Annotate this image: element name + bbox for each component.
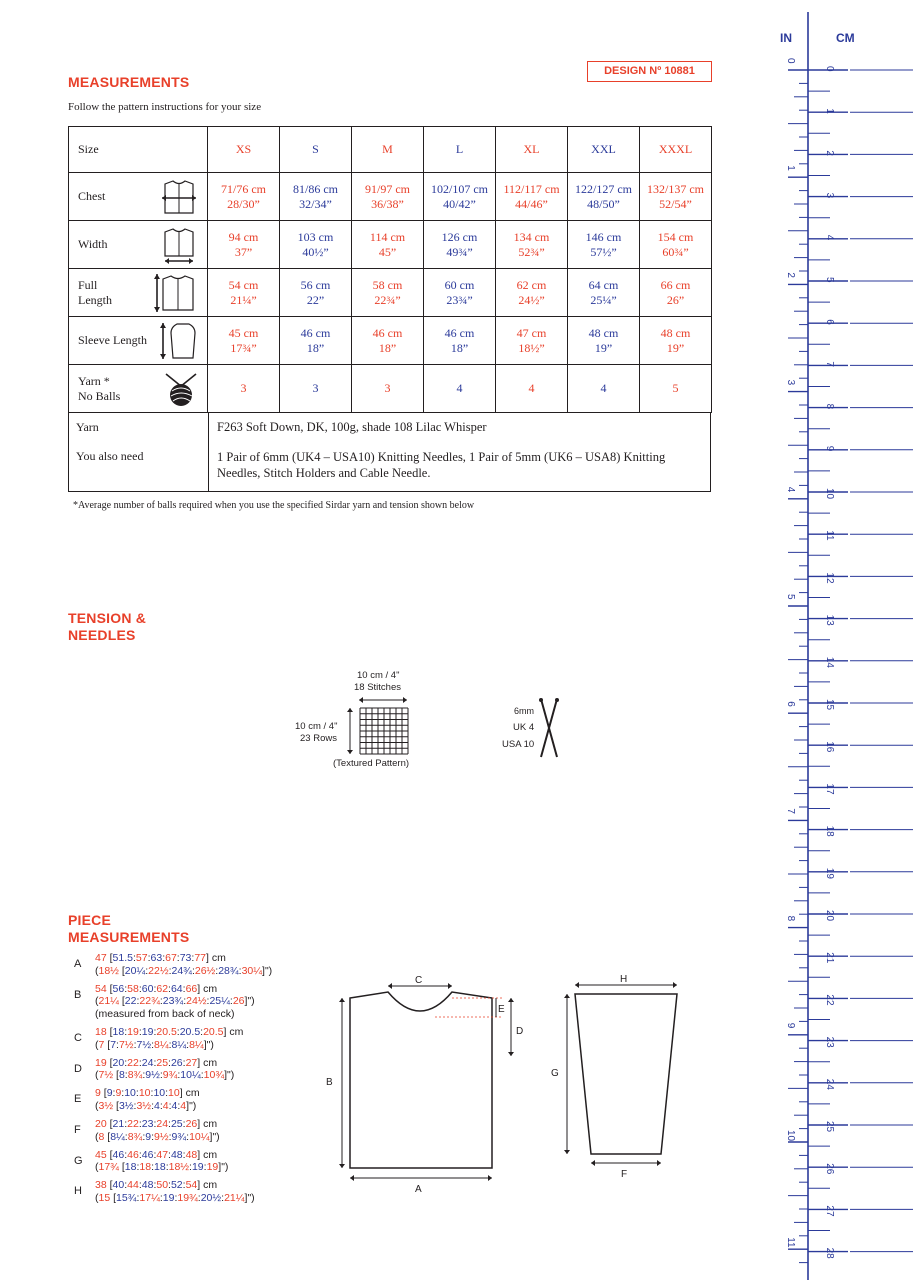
table-row	[69, 173, 712, 221]
table-cell	[208, 365, 280, 413]
yarn-label: Yarn	[76, 420, 99, 434]
table-cell	[640, 269, 712, 317]
cell-value-cm: 60 cm	[444, 277, 475, 292]
ruler-cm-label: 6	[824, 319, 835, 325]
table-cell	[640, 365, 712, 413]
table-cell	[280, 221, 352, 269]
cell-value-cm: 48 cm	[588, 325, 619, 340]
sleeve-piece-diagram	[545, 968, 685, 1188]
diagram-label-c: C	[415, 975, 423, 986]
cell-value-cm: 3	[312, 381, 319, 395]
cell-value-cm: 64 cm	[588, 277, 619, 292]
needle-usa: USA 10	[502, 739, 535, 750]
ruler-cm-label: 15	[824, 699, 835, 711]
ruler-cm-label: 5	[824, 277, 835, 283]
piece-measurements-list	[74, 952, 272, 1210]
cell-value-in: 28/30”	[227, 196, 260, 211]
measurements-subtitle: Follow the pattern instructions for your size	[68, 101, 262, 113]
cell-value-cm: 146 cm	[585, 229, 622, 244]
yarn-needs-box	[68, 412, 711, 492]
yarn-ball-icon	[163, 371, 199, 407]
ruler-inch-label: 5	[785, 594, 796, 600]
cell-value-in: 40½”	[302, 244, 329, 259]
cell-value-cm: 54 cm	[228, 277, 259, 292]
cell-value-cm: 58 cm	[372, 277, 403, 292]
table-cell	[352, 317, 424, 365]
table-cell	[208, 317, 280, 365]
cell-value-cm: 122/127 cm	[575, 181, 632, 196]
table-cell	[352, 269, 424, 317]
ruler	[780, 0, 913, 1280]
cell-value-cm: 126 cm	[441, 229, 478, 244]
cell-value-in: 37”	[234, 244, 253, 259]
cell-value-in: 40/42”	[443, 196, 476, 211]
cell-value-cm: 46 cm	[372, 325, 403, 340]
ruler-cm-label: 2	[824, 150, 835, 156]
size-xs: XS	[208, 127, 280, 173]
cell-value-cm: 4	[600, 381, 607, 395]
table-cell	[568, 317, 640, 365]
cell-value-cm: 112/117 cm	[503, 181, 560, 196]
ruler-cm-label: 11	[824, 530, 835, 541]
cell-value-cm: 46 cm	[444, 325, 475, 340]
cell-value-cm: 102/107 cm	[431, 181, 488, 196]
cell-value-in: 18”	[306, 340, 325, 355]
ruler-cm-label: 10	[824, 488, 835, 500]
table-cell	[496, 221, 568, 269]
ruler-cm-label: 1	[824, 108, 835, 114]
ruler-cm-label: 18	[824, 825, 835, 837]
needle-mm: 6mm	[514, 706, 534, 716]
ruler-inch-label: 0	[785, 58, 796, 64]
table-cell	[280, 365, 352, 413]
diagram-label-d: D	[516, 1026, 524, 1037]
cell-value-in: 22”	[306, 292, 325, 307]
cell-value-in: 18”	[378, 340, 397, 355]
ruler-cm-label: 7	[824, 361, 835, 367]
tension-width-label: 10 cm / 4"	[357, 670, 400, 681]
size-xl: XL	[496, 127, 568, 173]
size-label: Size	[69, 127, 208, 173]
cell-value-cm: 4	[456, 381, 463, 395]
table-cell	[568, 221, 640, 269]
cell-value-in: 21¼”	[230, 292, 257, 307]
ruler-cm-label: 12	[824, 572, 835, 584]
cell-value-in: 48/50”	[587, 196, 620, 211]
table-cell	[424, 317, 496, 365]
diagram-label-h: H	[620, 974, 628, 985]
needles-icon	[537, 697, 561, 759]
ruler-inch-label: 6	[785, 701, 796, 707]
ruler-cm-label: 0	[824, 66, 835, 72]
ruler-cm-label: 3	[824, 192, 835, 199]
cell-value-in: 36/38”	[371, 196, 404, 211]
cell-value-cm: 47 cm	[516, 325, 547, 340]
cell-value-cm: 4	[528, 381, 535, 395]
piece-item-g: G 45 [46:46:46:47:48:48] cm (17¾ [18:18:18:18½:19:19]")	[74, 1148, 229, 1174]
cell-value-in: 44/46”	[515, 196, 548, 211]
table-row	[69, 269, 712, 317]
also-need-value: 1 Pair of 6mm (UK4 – USA10) Knitting Needles, 1 Pair of 5mm (UK6 – USA8) Knitting Needles, Stitch Holders and Cable Needle.	[217, 450, 666, 480]
cell-value-cm: 48 cm	[660, 325, 691, 340]
tension-width-arrow	[357, 694, 409, 706]
row-label: Width	[69, 221, 208, 269]
cell-value-cm: 3	[240, 381, 247, 395]
cell-value-cm: 154 cm	[657, 229, 694, 244]
measurements-table	[68, 126, 712, 413]
ruler-cm-label: 23	[824, 1036, 835, 1048]
cell-value-in: 24½”	[518, 292, 545, 307]
cell-value-in: 45”	[378, 244, 397, 259]
cell-value-in: 25¼”	[590, 292, 617, 307]
table-cell	[568, 269, 640, 317]
cell-value-in: 60¾”	[662, 244, 689, 259]
tension-height-label: 10 cm / 4"	[295, 721, 338, 732]
ruler-inch-label: 11	[785, 1237, 796, 1248]
cell-value-cm: 132/137 cm	[647, 181, 704, 196]
row-label: Yarn * No Balls	[69, 365, 208, 413]
ruler-cm-label: 9	[824, 445, 835, 452]
ruler-cm-label: 16	[824, 741, 835, 753]
cell-value-in: 18”	[450, 340, 469, 355]
cell-value-in: 57½”	[590, 244, 617, 259]
size-s: S	[280, 127, 352, 173]
piece-item-d: D 19 [20:22:24:25:26:27] cm (7½ [8:8¾:9½:9¾:10¼:10¾]")	[74, 1056, 235, 1082]
ruler-inch-label: 7	[785, 808, 796, 814]
size-xxl: XXL	[568, 127, 640, 173]
width-icon	[159, 226, 199, 264]
diagram-label-f: F	[621, 1169, 628, 1180]
cell-value-cm: 66 cm	[660, 277, 691, 292]
row-label: Chest	[69, 173, 208, 221]
cell-value-cm: 71/76 cm	[221, 181, 266, 196]
table-cell	[208, 173, 280, 221]
ruler-cm-label: 28	[824, 1247, 835, 1259]
ruler-cm-label: 19	[824, 867, 835, 879]
piece-item-c: C 18 [18:19:19:20.5:20.5:20.5] cm (7 [7:7½:7½:8¼:8¼:8¼]")	[74, 1025, 244, 1051]
footnote: *Average number of balls required when you use the specified Sirdar yarn and tension shown below	[73, 500, 475, 511]
row-label: Full Length	[69, 269, 208, 317]
ruler-inch-label: 2	[785, 272, 796, 278]
cell-value-cm: 91/97 cm	[365, 181, 410, 196]
tension-height-arrow	[344, 706, 356, 756]
ruler-cm-label: 8	[824, 403, 835, 410]
cell-value-cm: 81/86 cm	[293, 181, 338, 196]
ruler-cm-label: 21	[824, 952, 835, 964]
ruler-ticks	[780, 0, 913, 1280]
table-cell	[496, 317, 568, 365]
piece-item-a: A 47 [51.5:57:63:67:73:77] cm (18½ [20¼:22½:24¾:26½:28¾:30¼]")	[74, 952, 273, 977]
cell-value-in: 49¾”	[446, 244, 473, 259]
ruler-inch-label: 1	[785, 165, 796, 171]
ruler-cm-label: 24	[824, 1078, 835, 1090]
tension-title: TENSION & NEEDLES	[68, 610, 147, 643]
chest-icon	[159, 178, 199, 216]
table-cell	[424, 221, 496, 269]
ruler-inch-label: 8	[785, 915, 796, 922]
table-row	[69, 317, 712, 365]
row-label: Sleeve Length	[69, 317, 208, 365]
pieces-title: PIECE MEASUREMENTS	[68, 912, 190, 945]
table-cell	[208, 221, 280, 269]
cell-value-cm: 3	[384, 381, 391, 395]
table-cell	[496, 365, 568, 413]
table-cell	[568, 173, 640, 221]
table-cell	[424, 269, 496, 317]
diagram-label-b: B	[326, 1077, 333, 1088]
table-cell	[640, 317, 712, 365]
cell-value-cm: 45 cm	[228, 325, 259, 340]
table-cell	[280, 173, 352, 221]
size-m: M	[352, 127, 424, 173]
ruler-inch-label: 9	[784, 1022, 796, 1029]
cell-value-cm: 114 cm	[369, 229, 406, 244]
cell-value-cm: 94 cm	[228, 229, 259, 244]
cell-value-cm: 134 cm	[513, 229, 550, 244]
tension-pattern: (Textured Pattern)	[333, 758, 410, 769]
measurements-title: MEASUREMENTS	[68, 74, 190, 90]
table-cell	[352, 221, 424, 269]
size-l: L	[424, 127, 496, 173]
table-cell	[640, 173, 712, 221]
cell-value-cm: 62 cm	[516, 277, 547, 292]
piece-item-b: B 54 [56:58:60:62:64:66] cm (21¼ [22:22¾:23¾:24½:25¼:26]") (measured from back of neck)	[74, 982, 255, 1020]
piece-item-f: F 20 [21:22:23:24:25:26] cm (8 [8¼:8¾:9:9½:9¾:10¼]")	[74, 1118, 220, 1143]
ruler-cm-label: 17	[824, 783, 835, 795]
ruler-cm-label: 4	[824, 234, 835, 241]
ruler-cm-label: 25	[824, 1121, 835, 1133]
ruler-cm-label: 13	[824, 614, 835, 626]
ruler-inch-label: 3	[785, 379, 796, 386]
piece-item-h: H 38 [40:44:48:50:52:54] cm (15 [15¾:17¼:19:19¾:20½:21¼]")	[74, 1179, 255, 1204]
cell-value-in: 32/34”	[299, 196, 332, 211]
table-cell	[568, 365, 640, 413]
needle-uk: UK 4	[513, 722, 535, 733]
ruler-inch-label: 10	[785, 1130, 796, 1142]
table-row	[69, 365, 712, 413]
table-cell	[496, 173, 568, 221]
also-need-label: You also need	[76, 449, 144, 463]
size-xxxl: XXXL	[640, 127, 712, 173]
piece-item-e: E 9 [9:9:10:10:10:10] cm (3½ [3½:3½:4:4:4:4]")	[74, 1087, 200, 1112]
cell-value-in: 52/54”	[659, 196, 692, 211]
ruler-cm-label: 14	[824, 656, 835, 668]
table-cell	[496, 269, 568, 317]
cell-value-cm: 56 cm	[300, 277, 331, 292]
tension-rows: 23 Rows	[300, 733, 337, 744]
yarn-value: F263 Soft Down, DK, 100g, shade 108 Lilac Whisper	[217, 420, 487, 434]
diagram-label-e: E	[498, 1004, 505, 1015]
tension-stitches: 18 Stitches	[354, 682, 401, 693]
body-piece-diagram	[320, 968, 524, 1198]
table-cell	[640, 221, 712, 269]
cell-value-in: 22¾”	[374, 292, 401, 307]
sleeve-icon	[159, 321, 199, 361]
table-row	[69, 221, 712, 269]
ruler-cm-label: 20	[824, 910, 835, 922]
table-cell	[424, 173, 496, 221]
tension-swatch-grid	[359, 707, 409, 755]
table-cell	[280, 269, 352, 317]
cell-value-in: 19”	[666, 340, 685, 355]
diagram-label-g: G	[551, 1068, 559, 1079]
ruler-cm-label: 26	[824, 1163, 835, 1175]
length-icon	[153, 272, 199, 314]
cell-value-cm: 103 cm	[297, 229, 334, 244]
cell-value-in: 23¾”	[446, 292, 473, 307]
table-cell	[352, 173, 424, 221]
cell-value-cm: 5	[672, 381, 679, 395]
ruler-cm-label: CM	[836, 31, 855, 45]
design-number: DESIGN Nº 10881	[587, 61, 712, 82]
cell-value-in: 52¾”	[518, 244, 545, 259]
table-cell	[424, 365, 496, 413]
ruler-cm-label: 27	[824, 1205, 835, 1217]
table-cell	[208, 269, 280, 317]
cell-value-in: 19”	[594, 340, 613, 355]
ruler-in-label: IN	[780, 31, 792, 45]
diagram-label-a: A	[415, 1184, 422, 1195]
size-row	[69, 127, 712, 173]
cell-value-in: 18½”	[518, 340, 545, 355]
ruler-cm-label: 22	[824, 994, 835, 1006]
ruler-inch-label: 4	[785, 486, 796, 493]
cell-value-in: 17¾”	[230, 340, 257, 355]
cell-value-in: 26”	[666, 292, 685, 307]
table-cell	[352, 365, 424, 413]
table-cell	[280, 317, 352, 365]
cell-value-cm: 46 cm	[300, 325, 331, 340]
